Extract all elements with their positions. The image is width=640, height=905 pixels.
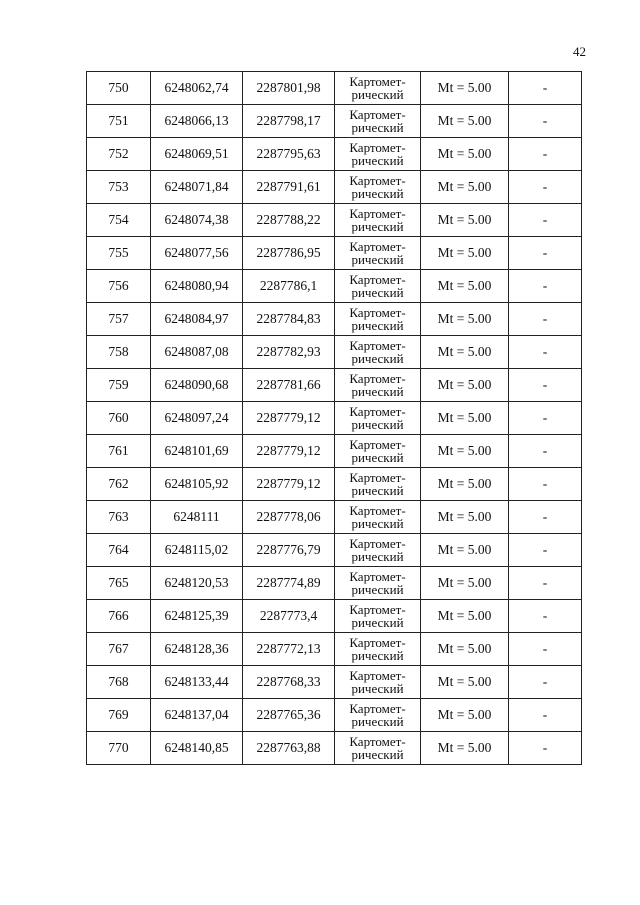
- x-coordinate-cell: 6248066,13: [151, 105, 243, 138]
- accuracy-cell: Mt = 5.00: [421, 534, 509, 567]
- method-cell: [335, 732, 421, 765]
- table-row: [87, 732, 582, 765]
- note-cell: -: [509, 468, 582, 501]
- method-line-2: рический: [351, 483, 404, 498]
- method-line-1: Картомет-: [349, 569, 406, 584]
- point-number-cell: 751: [87, 105, 151, 138]
- method-line-2: рический: [351, 120, 404, 135]
- accuracy-cell: Mt = 5.00: [421, 699, 509, 732]
- accuracy-cell: Mt = 5.00: [421, 270, 509, 303]
- method-line-1: Картомет-: [349, 371, 406, 386]
- note-cell: -: [509, 138, 582, 171]
- y-coordinate-cell: 2287765,36: [243, 699, 335, 732]
- accuracy-cell: Mt = 5.00: [421, 435, 509, 468]
- method-cell: [335, 567, 421, 600]
- x-coordinate-cell: 6248111: [151, 501, 243, 534]
- method-line-1: Картомет-: [349, 305, 406, 320]
- note-cell: -: [509, 303, 582, 336]
- method-line-1: Картомет-: [349, 602, 406, 617]
- accuracy-cell: Mt = 5.00: [421, 567, 509, 600]
- point-number-cell: 759: [87, 369, 151, 402]
- method-line-2: рический: [351, 87, 404, 102]
- method-line-2: рический: [351, 384, 404, 399]
- note-cell: -: [509, 270, 582, 303]
- x-coordinate-cell: 6248087,08: [151, 336, 243, 369]
- method-cell: [335, 699, 421, 732]
- method-line-2: рический: [351, 747, 404, 762]
- y-coordinate-cell: 2287781,66: [243, 369, 335, 402]
- x-coordinate-cell: 6248133,44: [151, 666, 243, 699]
- page-number: 42: [573, 44, 586, 59]
- note-cell: -: [509, 105, 582, 138]
- method-cell: [335, 72, 421, 105]
- accuracy-cell: Mt = 5.00: [421, 600, 509, 633]
- table-row: [87, 105, 582, 138]
- method-line-2: рический: [351, 681, 404, 696]
- accuracy-cell: Mt = 5.00: [421, 501, 509, 534]
- method-line-2: рический: [351, 252, 404, 267]
- point-number-cell: 770: [87, 732, 151, 765]
- x-coordinate-cell: 6248120,53: [151, 567, 243, 600]
- table-row: [87, 534, 582, 567]
- x-coordinate-cell: 6248071,84: [151, 171, 243, 204]
- accuracy-cell: Mt = 5.00: [421, 633, 509, 666]
- note-cell: -: [509, 699, 582, 732]
- method-line-1: Картомет-: [349, 437, 406, 452]
- method-cell: [335, 237, 421, 270]
- method-cell: [335, 105, 421, 138]
- note-cell: -: [509, 567, 582, 600]
- note-cell: -: [509, 204, 582, 237]
- table-row: [87, 237, 582, 270]
- method-line-2: рический: [351, 186, 404, 201]
- point-number-cell: 757: [87, 303, 151, 336]
- accuracy-cell: Mt = 5.00: [421, 336, 509, 369]
- accuracy-cell: Mt = 5.00: [421, 105, 509, 138]
- x-coordinate-cell: 6248137,04: [151, 699, 243, 732]
- point-number-cell: 761: [87, 435, 151, 468]
- accuracy-cell: Mt = 5.00: [421, 468, 509, 501]
- point-number-cell: 768: [87, 666, 151, 699]
- table-row: [87, 303, 582, 336]
- note-cell: -: [509, 237, 582, 270]
- note-cell: -: [509, 666, 582, 699]
- note-cell: -: [509, 501, 582, 534]
- y-coordinate-cell: 2287763,88: [243, 732, 335, 765]
- table-row: [87, 567, 582, 600]
- y-coordinate-cell: 2287791,61: [243, 171, 335, 204]
- note-cell: -: [509, 402, 582, 435]
- point-number-cell: 753: [87, 171, 151, 204]
- x-coordinate-cell: 6248080,94: [151, 270, 243, 303]
- method-line-2: рический: [351, 516, 404, 531]
- accuracy-cell: Mt = 5.00: [421, 369, 509, 402]
- y-coordinate-cell: 2287784,83: [243, 303, 335, 336]
- y-coordinate-cell: 2287786,95: [243, 237, 335, 270]
- method-line-2: рический: [351, 549, 404, 564]
- table-row: [87, 666, 582, 699]
- y-coordinate-cell: 2287774,89: [243, 567, 335, 600]
- note-cell: -: [509, 600, 582, 633]
- method-line-1: Картомет-: [349, 734, 406, 749]
- method-line-1: Картомет-: [349, 272, 406, 287]
- table-row: [87, 204, 582, 237]
- y-coordinate-cell: 2287786,1: [243, 270, 335, 303]
- x-coordinate-cell: 6248062,74: [151, 72, 243, 105]
- method-cell: [335, 138, 421, 171]
- method-line-1: Картомет-: [349, 536, 406, 551]
- note-cell: -: [509, 171, 582, 204]
- table-row: [87, 171, 582, 204]
- y-coordinate-cell: 2287778,06: [243, 501, 335, 534]
- y-coordinate-cell: 2287788,22: [243, 204, 335, 237]
- x-coordinate-cell: 6248074,38: [151, 204, 243, 237]
- y-coordinate-cell: 2287772,13: [243, 633, 335, 666]
- method-line-2: рический: [351, 450, 404, 465]
- method-line-2: рический: [351, 285, 404, 300]
- method-line-1: Картомет-: [349, 635, 406, 650]
- method-line-1: Картомет-: [349, 140, 406, 155]
- accuracy-cell: Mt = 5.00: [421, 402, 509, 435]
- y-coordinate-cell: 2287768,33: [243, 666, 335, 699]
- method-line-1: Картомет-: [349, 173, 406, 188]
- method-line-2: рический: [351, 417, 404, 432]
- method-cell: [335, 633, 421, 666]
- method-line-1: Картомет-: [349, 107, 406, 122]
- method-line-1: Картомет-: [349, 239, 406, 254]
- point-number-cell: 769: [87, 699, 151, 732]
- method-cell: [335, 534, 421, 567]
- method-line-2: рический: [351, 582, 404, 597]
- accuracy-cell: Mt = 5.00: [421, 237, 509, 270]
- y-coordinate-cell: 2287795,63: [243, 138, 335, 171]
- table-row: [87, 138, 582, 171]
- point-number-cell: 752: [87, 138, 151, 171]
- point-number-cell: 763: [87, 501, 151, 534]
- table-row: [87, 270, 582, 303]
- note-cell: -: [509, 369, 582, 402]
- method-cell: [335, 501, 421, 534]
- table-row: [87, 72, 582, 105]
- method-cell: [335, 402, 421, 435]
- method-line-1: Картомет-: [349, 503, 406, 518]
- x-coordinate-cell: 6248115,02: [151, 534, 243, 567]
- method-cell: [335, 204, 421, 237]
- method-line-1: Картомет-: [349, 74, 406, 89]
- method-line-1: Картомет-: [349, 668, 406, 683]
- y-coordinate-cell: 2287779,12: [243, 402, 335, 435]
- method-cell: [335, 369, 421, 402]
- point-number-cell: 760: [87, 402, 151, 435]
- x-coordinate-cell: 6248077,56: [151, 237, 243, 270]
- note-cell: -: [509, 732, 582, 765]
- table-row: [87, 633, 582, 666]
- method-cell: [335, 468, 421, 501]
- x-coordinate-cell: 6248090,68: [151, 369, 243, 402]
- table-row: [87, 402, 582, 435]
- coordinates-table-body: [87, 72, 582, 765]
- accuracy-cell: Mt = 5.00: [421, 171, 509, 204]
- coordinates-table: [86, 71, 582, 765]
- method-cell: [335, 171, 421, 204]
- method-cell: [335, 666, 421, 699]
- x-coordinate-cell: 6248128,36: [151, 633, 243, 666]
- x-coordinate-cell: 6248101,69: [151, 435, 243, 468]
- note-cell: -: [509, 633, 582, 666]
- point-number-cell: 764: [87, 534, 151, 567]
- table-row: [87, 699, 582, 732]
- accuracy-cell: Mt = 5.00: [421, 138, 509, 171]
- accuracy-cell: Mt = 5.00: [421, 303, 509, 336]
- accuracy-cell: Mt = 5.00: [421, 666, 509, 699]
- method-line-2: рический: [351, 615, 404, 630]
- y-coordinate-cell: 2287779,12: [243, 435, 335, 468]
- y-coordinate-cell: 2287798,17: [243, 105, 335, 138]
- note-cell: -: [509, 435, 582, 468]
- x-coordinate-cell: 6248097,24: [151, 402, 243, 435]
- point-number-cell: 762: [87, 468, 151, 501]
- method-line-2: рический: [351, 153, 404, 168]
- y-coordinate-cell: 2287773,4: [243, 600, 335, 633]
- method-line-1: Картомет-: [349, 338, 406, 353]
- method-line-2: рический: [351, 318, 404, 333]
- y-coordinate-cell: 2287801,98: [243, 72, 335, 105]
- x-coordinate-cell: 6248105,92: [151, 468, 243, 501]
- x-coordinate-cell: 6248125,39: [151, 600, 243, 633]
- method-line-2: рический: [351, 219, 404, 234]
- x-coordinate-cell: 6248084,97: [151, 303, 243, 336]
- x-coordinate-cell: 6248140,85: [151, 732, 243, 765]
- method-cell: [335, 336, 421, 369]
- table-row: [87, 600, 582, 633]
- table-row: [87, 468, 582, 501]
- x-coordinate-cell: 6248069,51: [151, 138, 243, 171]
- point-number-cell: 758: [87, 336, 151, 369]
- y-coordinate-cell: 2287779,12: [243, 468, 335, 501]
- accuracy-cell: Mt = 5.00: [421, 204, 509, 237]
- table-row: [87, 435, 582, 468]
- method-line-2: рический: [351, 714, 404, 729]
- accuracy-cell: Mt = 5.00: [421, 732, 509, 765]
- accuracy-cell: Mt = 5.00: [421, 72, 509, 105]
- y-coordinate-cell: 2287782,93: [243, 336, 335, 369]
- table-row: [87, 336, 582, 369]
- y-coordinate-cell: 2287776,79: [243, 534, 335, 567]
- method-cell: [335, 600, 421, 633]
- method-line-1: Картомет-: [349, 206, 406, 221]
- point-number-cell: 750: [87, 72, 151, 105]
- method-cell: [335, 435, 421, 468]
- note-cell: -: [509, 336, 582, 369]
- method-cell: [335, 303, 421, 336]
- table-row: [87, 369, 582, 402]
- point-number-cell: 755: [87, 237, 151, 270]
- method-line-2: рический: [351, 351, 404, 366]
- note-cell: -: [509, 72, 582, 105]
- method-line-1: Картомет-: [349, 701, 406, 716]
- note-cell: -: [509, 534, 582, 567]
- table-row: [87, 501, 582, 534]
- point-number-cell: 754: [87, 204, 151, 237]
- method-cell: [335, 270, 421, 303]
- method-line-2: рический: [351, 648, 404, 663]
- point-number-cell: 765: [87, 567, 151, 600]
- point-number-cell: 756: [87, 270, 151, 303]
- method-line-1: Картомет-: [349, 404, 406, 419]
- point-number-cell: 766: [87, 600, 151, 633]
- point-number-cell: 767: [87, 633, 151, 666]
- method-line-1: Картомет-: [349, 470, 406, 485]
